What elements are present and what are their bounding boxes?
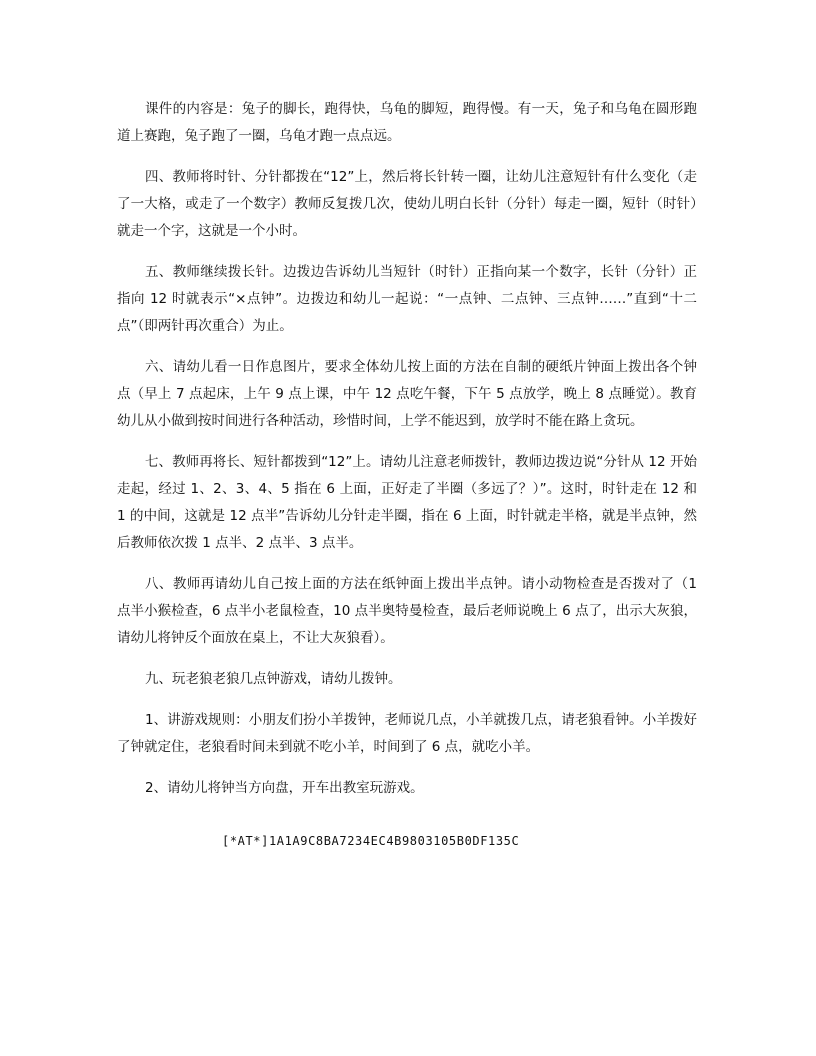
- paragraph-courseware: 课件的内容是：兔子的脚长，跑得快，乌龟的脚短，跑得慢。有一天，兔子和乌龟在圆形跑道上赛跑，兔子跑了一圈，乌龟才跑一点点远。: [117, 101, 697, 144]
- paragraph-step-7: 七、教师再将长、短针都拨到“12”上。请幼儿注意老师拨针，教师边拨边说“分针从 12 开始走起，经过 1、2、3、4、5 指在 6 上面，正好走了半圈（多远了？）”。这时，时针走在 12 和 1 的中间，这就是 12 点半”告诉幼儿分针走半圈，指在 6 上面，时针就走半格，就是半点钟，然后教师依次拨 1 点半、2 点半、3 点半。: [117, 454, 697, 551]
- paragraph-step-5: 五、教师继续拨长针。边拨边告诉幼儿当短针（时针）正指向某一个数字，长针（分针）正指向 12 时就表示“×点钟”。边拨边和幼儿一起说：“一点钟、二点钟、三点钟……”直到“十二点”（即两针再次重合）为止。: [117, 264, 697, 334]
- paragraph-game-rule-2: 2、请幼儿将钟当方向盘，开车出教室玩游戏。: [145, 780, 424, 796]
- document-footer-code: [*AT*]1A1A9C8BA7234EC4B9803105B0DF135C: [222, 834, 520, 848]
- paragraph-game-rule-1: 1、讲游戏规则：小朋友们扮小羊拨钟，老师说几点，小羊就拨几点，请老狼看钟。小羊拨好了钟就定住，老狼看时间未到就不吃小羊，时间到了 6 点，就吃小羊。: [117, 712, 697, 755]
- paragraph-step-6: 六、请幼儿看一日作息图片，要求全体幼儿按上面的方法在自制的硬纸片钟面上拨出各个钟点（早上 7 点起床，上午 9 点上课，中午 12 点吃午餐，下午 5 点放学，晚上 8 点睡觉）。教育幼儿从小做到按时间进行各种活动，珍惜时间，上学不能迟到，放学时不能在路上贪玩。: [117, 359, 697, 429]
- paragraph-step-9: 九、玩老狼老狼几点钟游戏，请幼儿拨钟。: [145, 671, 402, 687]
- paragraph-step-4: 四、教师将时针、分针都拨在“12”上，然后将长针转一圈，让幼儿注意短针有什么变化（走了一大格，或走了一个数字）教师反复拨几次，使幼儿明白长针（分针）每走一圈，短针（时针）就走一个字，这就是一个小时。: [117, 169, 697, 239]
- paragraph-step-8: 八、教师再请幼儿自己按上面的方法在纸钟面上拨出半点钟。请小动物检查是否拨对了（1 点半小猴检查，6 点半小老鼠检查，10 点半奥特曼检查，最后老师说晚上 6 点了，出示大灰狼，请幼儿将钟反个面放在桌上，不让大灰狼看）。: [117, 576, 697, 646]
- document-body: [117, 96, 697, 816]
